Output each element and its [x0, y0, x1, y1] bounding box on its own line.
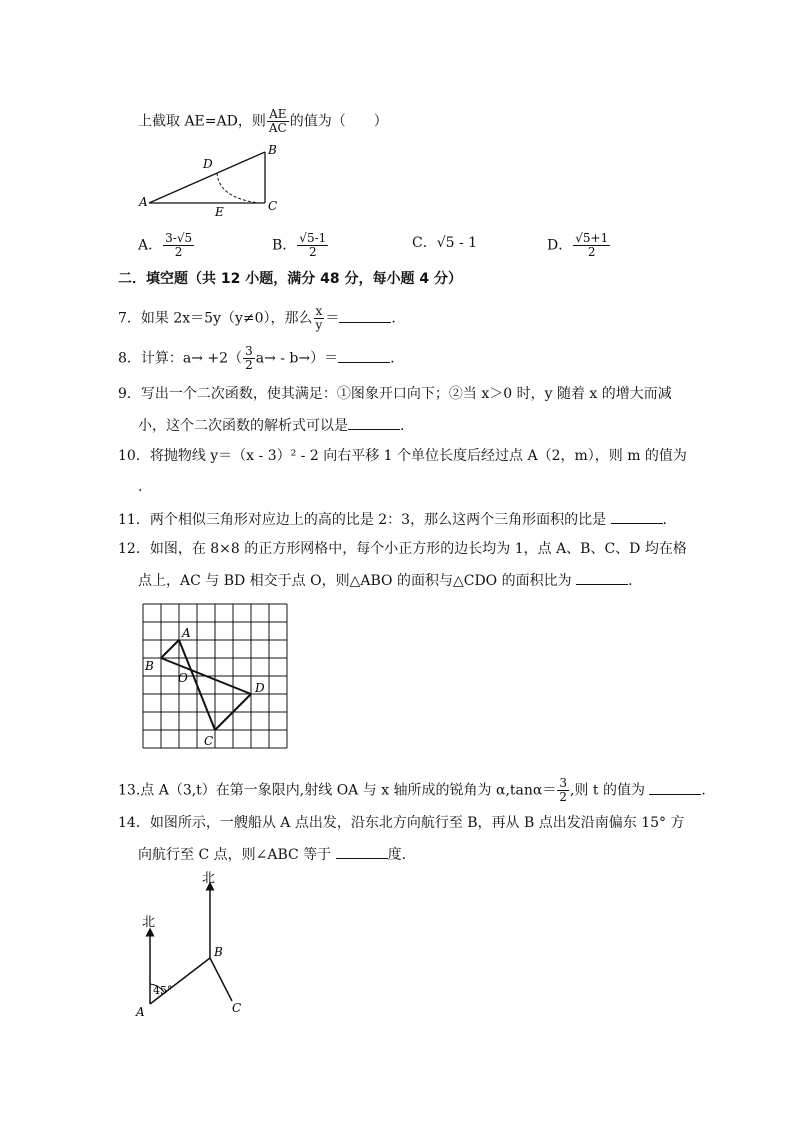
q13-den: 2 [559, 790, 567, 804]
q13-answer-blank[interactable] [649, 780, 701, 795]
q6-option-c[interactable] [412, 234, 477, 252]
q14-answer-blank[interactable] [336, 844, 388, 859]
q6-frac-den: AC [268, 121, 287, 135]
q12-grid-lines [143, 604, 287, 748]
q6-option-b[interactable] [272, 232, 329, 259]
q8 [118, 345, 395, 372]
q6-option-d[interactable] [547, 232, 611, 259]
q6-option-a[interactable] [138, 232, 195, 259]
q12-line1: 12．如图，在 8×8 的正方形网格中，每个小正方形的边长均为 1，点 A、B、C、D 均在格 [118, 541, 687, 557]
q12-label-b: B [145, 659, 154, 673]
q6-option-d-frac [573, 232, 610, 259]
q13-text: 13.点 A（3,t）在第一象限内,射线 OA 与 x 轴所成的锐角为 α,tanα＝ [118, 782, 557, 799]
q6-option-a-frac [163, 232, 194, 259]
q6-label-c: C [268, 199, 278, 213]
q7-eq: ＝ [325, 310, 340, 327]
q7-frac [314, 305, 325, 332]
q12-label-d: D [255, 681, 265, 695]
q6-option-b-letter: B． [272, 237, 297, 254]
q10-line1: 10．将抛物线 y＝（x - 3）² - 2 向右平移 1 个单位长度后经过点 A（2，m），则 m 的值为 [118, 448, 687, 464]
q11-answer-blank[interactable] [611, 509, 663, 524]
q6-label-b: B [268, 143, 277, 157]
q8-frac [243, 345, 255, 372]
q6-option-d-num: √5+1 [575, 231, 609, 245]
q11-end: . [662, 512, 667, 528]
q7-answer-blank[interactable] [339, 308, 391, 323]
q8-end: . [390, 350, 395, 367]
section-title: 二．填空题（共 12 小题，满分 48 分，每小题 4 分） [118, 271, 462, 287]
q8-num: 3 [245, 344, 253, 358]
q6-label-e: E [215, 205, 224, 219]
q14-unit: 度. [387, 847, 407, 863]
q6-stem-tail: 的值为（ ） [289, 113, 388, 130]
q14-angle-label: 45° [153, 984, 173, 997]
q6-option-c-text: √5 - 1 [436, 235, 478, 251]
q6-option-b-num: √5-1 [299, 231, 327, 245]
q14-navigation-figure [132, 870, 262, 1020]
q6-frac-num: AE [267, 108, 289, 122]
q12-answer-blank[interactable] [576, 570, 628, 585]
q13 [118, 777, 706, 804]
q14-line2-text: 向航行至 C 点，则∠ABC 等于 [138, 847, 332, 863]
q9-line2 [138, 415, 404, 435]
q12-label-a: A [182, 626, 191, 640]
q6-option-a-num: 3-√5 [165, 231, 193, 245]
q12-line2 [138, 570, 633, 590]
q14-label-c: C [232, 1001, 242, 1015]
q6-option-d-letter: D． [547, 237, 573, 254]
q6-stem [138, 108, 388, 135]
q7-text: 7．如果 2x＝5y（y≠0），那么 [118, 310, 313, 327]
q12-grid-figure [138, 600, 298, 752]
q8-text-b: a→ - b→）＝ [255, 350, 339, 367]
q14-north-label-b: 北 [202, 871, 216, 886]
q12-end: . [628, 573, 633, 589]
q11-text: 11．两个相似三角形对应边上的高的比是 2：3，那么这两个三角形面积的比是 [118, 512, 607, 528]
q14-line2 [138, 844, 406, 864]
q6-fraction [267, 108, 289, 135]
q14-line1: 14．如图所示，一艘船从 A 点出发，沿东北方向航行至 B，再从 B 点出发沿南偏东 15° 方 [118, 815, 685, 831]
q12-line2-text: 点上，AC 与 BD 相交于点 O，则△ABO 的面积与△CDO 的面积比为 [138, 573, 572, 589]
q6-triangle-figure [135, 140, 295, 220]
q13-frac [557, 777, 569, 804]
q14-label-b: B [214, 945, 223, 959]
q6-option-a-den: 2 [174, 245, 183, 259]
q6-stem-text: 上截取 AE=AD，则 [138, 113, 266, 130]
q8-den: 2 [245, 358, 253, 372]
q6-option-b-frac [297, 232, 328, 259]
q10-line2: . [138, 479, 143, 495]
q13-text-b: ,则 t 的值为 [569, 782, 645, 799]
q6-option-c-letter: C． [412, 235, 437, 251]
q7-end: . [391, 310, 396, 327]
q14-label-a: A [136, 1005, 145, 1019]
q12-label-o: O [178, 671, 188, 685]
q6-option-a-letter: A． [138, 237, 163, 254]
q6-option-b-den: 2 [308, 245, 317, 259]
q13-num: 3 [559, 776, 567, 790]
q13-end: . [701, 782, 706, 799]
q12-label-c: C [204, 734, 214, 748]
q6-label-d: D [203, 157, 213, 171]
q7-num: x [315, 304, 323, 318]
q7 [118, 305, 396, 332]
q9-answer-blank[interactable] [348, 415, 400, 430]
q8-text: 8．计算：a→ +2（ [118, 350, 243, 367]
q9-end: . [400, 418, 405, 434]
q9-line1: 9．写出一个二次函数，使其满足：①图象开口向下；②当 x＞0 时，y 随着 x 的增大而减 [118, 386, 672, 402]
q7-den: y [315, 318, 323, 332]
q8-answer-blank[interactable] [338, 348, 390, 363]
q6-label-a: A [139, 195, 148, 209]
q11 [118, 509, 667, 529]
q6-option-d-den: 2 [587, 245, 596, 259]
q14-north-label-a: 北 [142, 915, 156, 930]
q9-line2-text: 小，这个二次函数的解析式可以是 [138, 418, 348, 434]
